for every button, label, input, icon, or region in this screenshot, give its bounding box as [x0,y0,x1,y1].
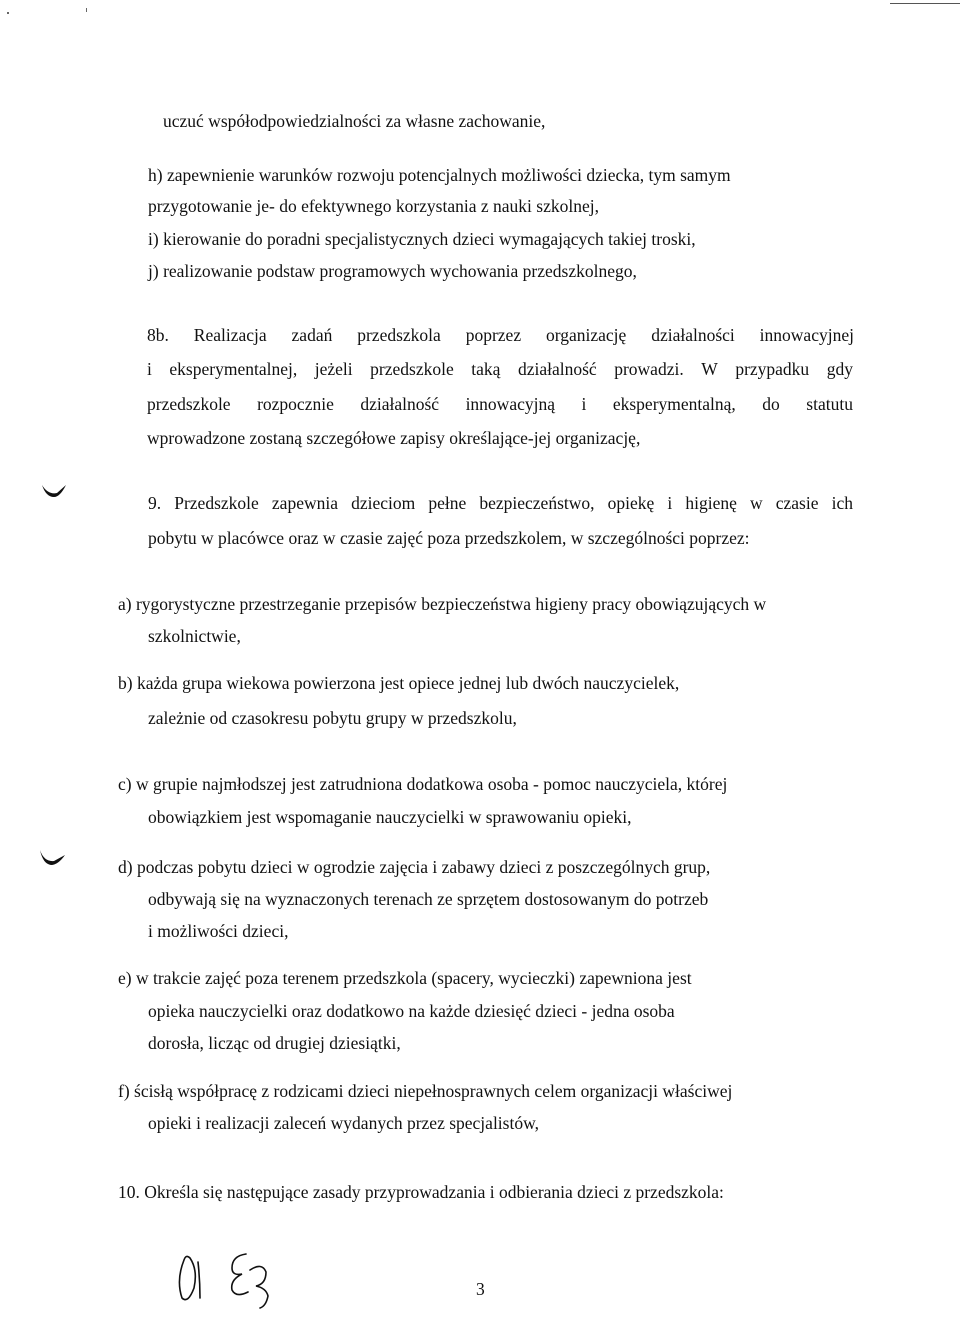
justified-line [147,393,853,415]
text-line: d) podczas pobytu dzieci w ogrodzie zajęcia i zabawy dzieci z poszczególnych grup, [118,857,711,877]
word: Realizacja [193,325,267,345]
word: eksperymentalnej, [169,359,298,379]
word: i [667,493,673,513]
word: działalności [651,325,735,345]
word: i [581,394,587,414]
word: pełne [428,493,467,513]
text-line: f) ścisłą współpracę z rodzicami dzieci niepełnosprawnych celem organizacji właściwej [118,1081,733,1101]
word: taką [471,359,501,379]
text-line: i możliwości dzieci, [148,921,289,941]
word: bezpieczeństwo, [479,493,595,513]
word: przedszkole [370,359,454,379]
scan-speck [7,12,9,14]
text-line: uczuć współodpowiedzialności za własne zachowanie, [163,111,546,131]
word: eksperymentalną, [612,394,736,414]
word: zadań [291,325,333,345]
word: opiekę [607,493,655,513]
word: dzieciom [351,493,416,513]
text-line: e) w trakcie zajęć poza terenem przedszkola (spacery, wycieczki) zapewniona jest [118,968,692,988]
text-line: j) realizowanie podstaw programowych wychowania przedszkolnego, [148,261,637,281]
word: rozpocznie [257,394,334,414]
word: prowadzi. [614,359,684,379]
handwritten-signature [170,1240,290,1315]
word: działalność [360,394,440,414]
word: organizację [545,325,627,345]
text-line: i) kierowanie do poradni specjalistycznych dzieci wymagających takiej troski, [148,229,696,249]
word: działalność [517,359,597,379]
word: jeżeli [314,359,353,379]
text-line: przygotowanie je- do efektywnego korzystania z nauki szkolnej, [148,196,599,216]
text-line: wprowadzone zostaną szczegółowe zapisy określające-jej organizację, [147,428,641,448]
word: Przedszkole [174,493,259,513]
text-line: 10. Określa się następujące zasady przyprowadzania i odbierania dzieci z przedszkola: [118,1182,724,1202]
text-line: szkolnictwie, [148,626,241,646]
text-line: opieka nauczycielki oraz dodatkowo na każde dziesięć dzieci - jedna osoba [148,1001,675,1021]
text-line: pobytu w placówce oraz w czasie zajęć poza przedszkolem, w szczególności poprzez: [148,528,750,548]
text-line: a) rygorystyczne przestrzeganie przepisów bezpieczeństwa higieny pracy obowiązujących w [118,594,767,614]
word: i [147,359,152,379]
text-line: odbywają się na wyznaczonych terenach ze sprzętem dostosowanym do potrzeb [148,889,709,909]
word: gdy [826,359,853,379]
word: statutu [806,394,853,414]
word: przedszkola [357,325,441,345]
text-line: obowiązkiem jest wspomaganie nauczycielki w sprawowaniu opieki, [148,807,632,827]
text-line: opieki i realizacji zaleceń wydanych przez specjalistów, [148,1113,539,1133]
top-rule [890,3,960,4]
word: poprzez [465,325,522,345]
page-number: 3 [476,1279,485,1299]
justified-line [147,324,854,346]
word: przedszkole [147,394,231,414]
word: przypadku [735,359,810,379]
word: do [762,394,780,414]
bullet-mark [38,848,68,873]
scan-speck [86,8,87,12]
bullet-mark [40,481,70,506]
word: innowacyjnej [759,325,854,345]
word: czasie [775,493,819,513]
justified-line [147,358,853,380]
word: 9. [148,493,162,513]
word: w [750,493,763,513]
text-line: h) zapewnienie warunków rozwoju potencjalnych możliwości dziecka, tym samym [148,165,731,185]
word: innowacyjną [465,394,555,414]
word: W [701,359,718,379]
justified-line [148,492,853,514]
text-line: dorosła, licząc od drugiej dziesiątki, [148,1033,401,1053]
word: ich [831,493,853,513]
text-line: zależnie od czasokresu pobytu grupy w przedszkolu, [148,708,517,728]
text-line: c) w grupie najmłodszej jest zatrudniona dodatkowa osoba - pomoc nauczyciela, której [118,774,728,794]
word: zapewnia [271,493,338,513]
word: 8b. [147,325,169,345]
word: higienę [685,493,737,513]
text-line: b) każda grupa wiekowa powierzona jest opiece jednej lub dwóch nauczycielek, [118,673,680,693]
